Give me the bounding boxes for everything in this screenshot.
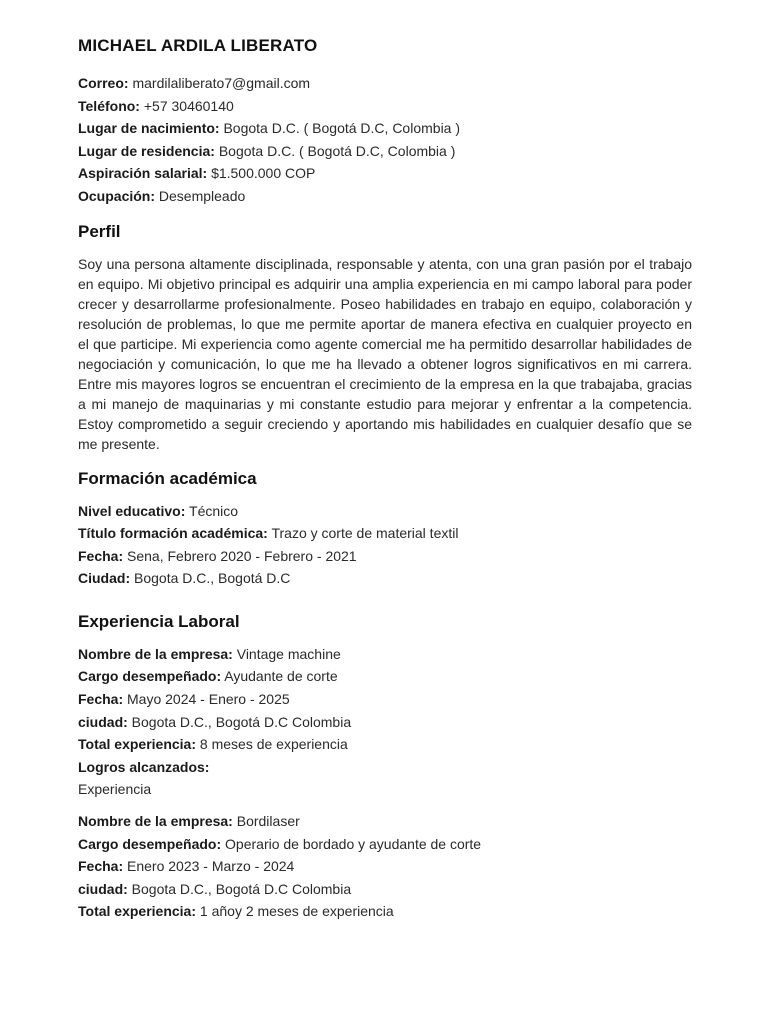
job-city xyxy=(78,878,692,901)
field-value: Operario de bordado y ayudante de corte xyxy=(225,835,482,852)
education-block xyxy=(78,500,692,590)
field-value: Trazo y corte de material textil xyxy=(271,525,459,542)
field-label: Fecha: xyxy=(78,547,124,564)
education-date xyxy=(78,545,692,568)
contact-occupation xyxy=(78,185,692,208)
field-value: Sena, Febrero 2020 - Febrero - 2021 xyxy=(127,547,357,564)
field-label: Ocupación: xyxy=(78,187,156,204)
field-label: Total experiencia: xyxy=(78,736,197,753)
field-label: Total experiencia: xyxy=(78,903,197,920)
contact-block xyxy=(78,72,692,208)
field-label: Ciudad: xyxy=(78,570,131,587)
job-entry xyxy=(78,643,692,801)
field-label: Logros alcanzados: xyxy=(78,758,210,775)
field-value: Bordilaser xyxy=(236,813,300,830)
profile-text: Soy una persona altamente disciplinada, responsable y atenta, con una gran pasión por el trabajo en equipo. Mi objetivo principal es adquirir una amplia experiencia en mi campo laboral para poder crecer y desarrollarme profesionalmente. Poseo habilidades en trabajo en equipo, colaboración y resolución de problemas, lo que me permite aportar de manera efectiva en cualquier proyecto en el que participe. Mi experiencia como agente comercial me ha permitido desarrollar habilidades de negociación y comunicación, lo que me ha llevado a obtener logros significativos en mi carrera. Entre mis mayores logros se encuentran el crecimiento de la empresa en la que trabajaba, gracias a mi manejo de maquinarias y mi constante estudio para mejorar y enfrentar a la competencia. Estoy comprometido a seguir creciendo y aportando mis habilidades en cualquier desafío que se me presente. xyxy=(78,255,692,453)
field-label: Nombre de la empresa: xyxy=(78,813,233,830)
section-title-education: Formación académica xyxy=(78,468,257,488)
section-title-profile: Perfil xyxy=(78,221,121,241)
contact-email xyxy=(78,72,692,95)
field-label: Nombre de la empresa: xyxy=(78,645,233,662)
field-value: Bogota D.C., Bogotá D.C Colombia xyxy=(131,880,352,897)
contact-residence xyxy=(78,140,692,163)
field-value: Bogota D.C., Bogotá D.C Colombia xyxy=(131,713,352,730)
field-label: ciudad: xyxy=(78,880,128,897)
field-label: Cargo desempeñado: xyxy=(78,668,222,685)
contact-phone xyxy=(78,95,692,118)
field-label: Lugar de residencia: xyxy=(78,142,215,159)
field-label: Cargo desempeñado: xyxy=(78,835,222,852)
field-label: Lugar de nacimiento: xyxy=(78,120,220,137)
candidate-name: MICHAEL ARDILA LIBERATO xyxy=(78,36,318,55)
job-achievements-text: Experiencia xyxy=(78,781,152,798)
field-label: Fecha: xyxy=(78,691,124,708)
field-value: 8 meses de experiencia xyxy=(199,736,348,753)
job-city xyxy=(78,711,692,734)
job-date xyxy=(78,855,692,878)
phone-value: +57 30460140 xyxy=(143,97,234,114)
field-label: Correo: xyxy=(78,75,129,91)
education-level xyxy=(78,500,692,523)
job-date xyxy=(78,688,692,711)
field-label: Nivel educativo: xyxy=(78,502,186,519)
field-label: ciudad: xyxy=(78,713,128,730)
education-degree xyxy=(78,522,692,545)
occupation-value: Desempleado xyxy=(158,187,246,204)
field-value: Técnico xyxy=(189,502,239,519)
education-city xyxy=(78,567,692,590)
field-value: Vintage machine xyxy=(236,645,341,662)
job-total-experience xyxy=(78,733,692,756)
job-position xyxy=(78,833,692,856)
contact-salary xyxy=(78,162,692,185)
resume-document xyxy=(78,34,692,923)
residence-value: Bogota D.C. ( Bogotá D.C, Colombia ) xyxy=(218,142,456,159)
job-entry xyxy=(78,810,692,923)
birthplace-value: Bogota D.C. ( Bogotá D.C, Colombia ) xyxy=(223,120,461,137)
field-value: Bogota D.C., Bogotá D.C xyxy=(134,570,291,587)
job-company xyxy=(78,643,692,666)
job-achievements-label xyxy=(78,756,692,779)
contact-birthplace xyxy=(78,117,692,140)
job-position xyxy=(78,665,692,688)
field-value: 1 añoy 2 meses de experiencia xyxy=(199,903,394,920)
email-value: mardilaliberato7@gmail.com xyxy=(132,75,311,91)
section-title-experience: Experiencia Laboral xyxy=(78,611,240,631)
field-label: Aspiración salarial: xyxy=(78,165,208,182)
field-label: Título formación académica: xyxy=(78,525,268,542)
field-value: Enero 2023 - Marzo - 2024 xyxy=(127,858,295,875)
field-value: Mayo 2024 - Enero - 2025 xyxy=(127,691,290,708)
job-total-experience xyxy=(78,900,692,923)
field-label: Fecha: xyxy=(78,858,124,875)
job-company xyxy=(78,810,692,833)
salary-value: $1.500.000 COP xyxy=(211,165,316,182)
field-label: Teléfono: xyxy=(78,97,140,114)
field-value: Ayudante de corte xyxy=(224,668,338,685)
